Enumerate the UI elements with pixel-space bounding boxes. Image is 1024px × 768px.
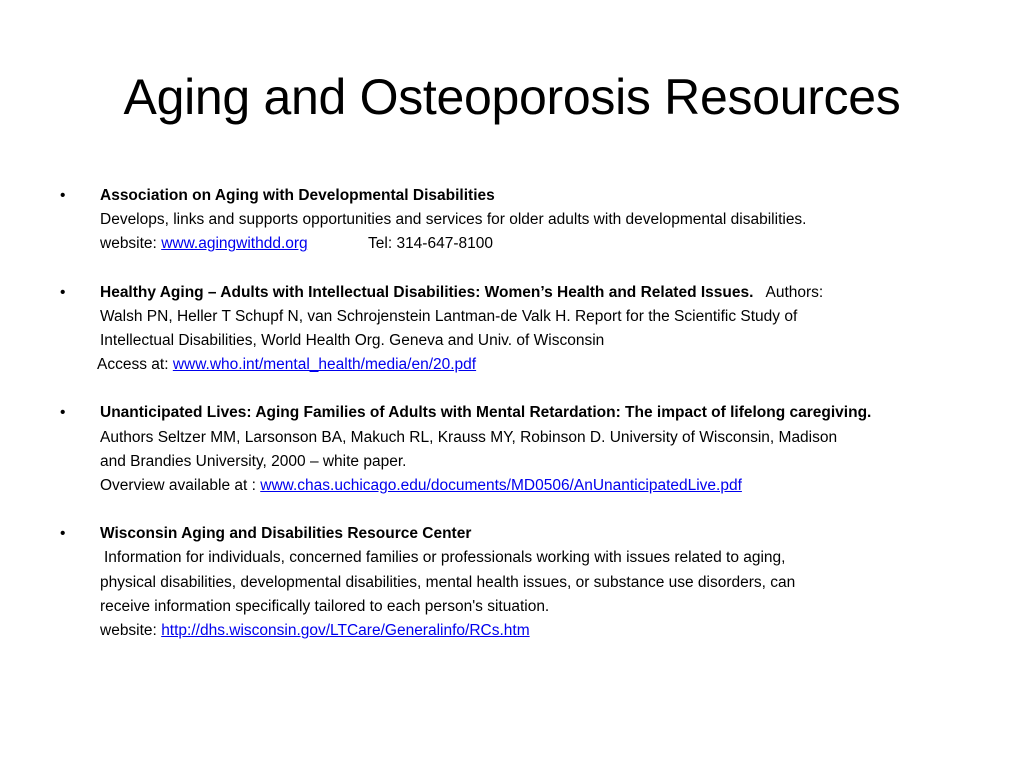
item-description: Information for individuals, concerned families or professionals working with issues related to aging,: [104, 549, 786, 567]
bullet-icon: •: [60, 283, 66, 301]
list-item: [60, 281, 980, 378]
item-heading: Unanticipated Lives: Aging Families of Adults with Mental Retardation: The impact of lifelong caregiving.: [100, 404, 872, 422]
item-heading: Association on Aging with Developmental Disabilities: [100, 187, 495, 204]
list-item: [60, 401, 980, 498]
chas-pdf-link[interactable]: www.chas.uchicago.edu/documents/MD0506/AnUnanticipatedLive.pdf: [260, 477, 742, 495]
bullet-icon: •: [60, 525, 66, 543]
list-item: [60, 184, 980, 257]
agingwithdd-link[interactable]: www.agingwithdd.org: [161, 235, 308, 253]
item-description-line2: physical disabilities, developmental disabilities, mental health issues, or substance use disorders, can: [100, 573, 796, 591]
overview-label: Overview available at :: [100, 477, 256, 495]
bullet-icon: •: [60, 404, 66, 422]
item-description-line3: receive information specifically tailored to each person's situation.: [100, 597, 550, 615]
list-item: [60, 522, 980, 643]
resource-list: [60, 184, 980, 667]
report-source: Intellectual Disabilities, World Health Org. Geneva and Univ. of Wisconsin: [100, 332, 605, 350]
access-label: Access at:: [97, 356, 169, 374]
authors-text: Walsh PN, Heller T Schupf N, van Schrojenstein Lantman-de Valk H. Report for the Scientific Study of: [100, 307, 798, 325]
slide-title: Aging and Osteoporosis Resources: [123, 69, 901, 125]
item-description: Develops, links and supports opportunities and services for older adults with developmental disabilities.: [100, 211, 807, 229]
who-pdf-link[interactable]: www.who.int/mental_health/media/en/20.pdf: [172, 356, 477, 374]
dhs-wisconsin-link[interactable]: http://dhs.wisconsin.gov/LTCare/Generalinfo/RCs.htm: [161, 622, 530, 640]
bullet-icon: •: [60, 187, 66, 204]
item-heading: Healthy Aging – Adults with Intellectual Disabilities: Women’s Health and Related Issues.: [100, 283, 754, 301]
phone-number: Tel: 314-647-8100: [368, 235, 493, 253]
website-label: website:: [100, 622, 157, 640]
authors-label: Authors:: [765, 283, 824, 301]
authors-text: Authors Seltzer MM, Larsonson BA, Makuch RL, Krauss MY, Robinson D. University of Wisconsin, Madison: [100, 428, 838, 446]
item-heading: Wisconsin Aging and Disabilities Resource Center: [100, 525, 472, 543]
website-label: website:: [100, 235, 157, 253]
authors-text-continued: and Brandies University, 2000 – white paper.: [100, 452, 407, 470]
